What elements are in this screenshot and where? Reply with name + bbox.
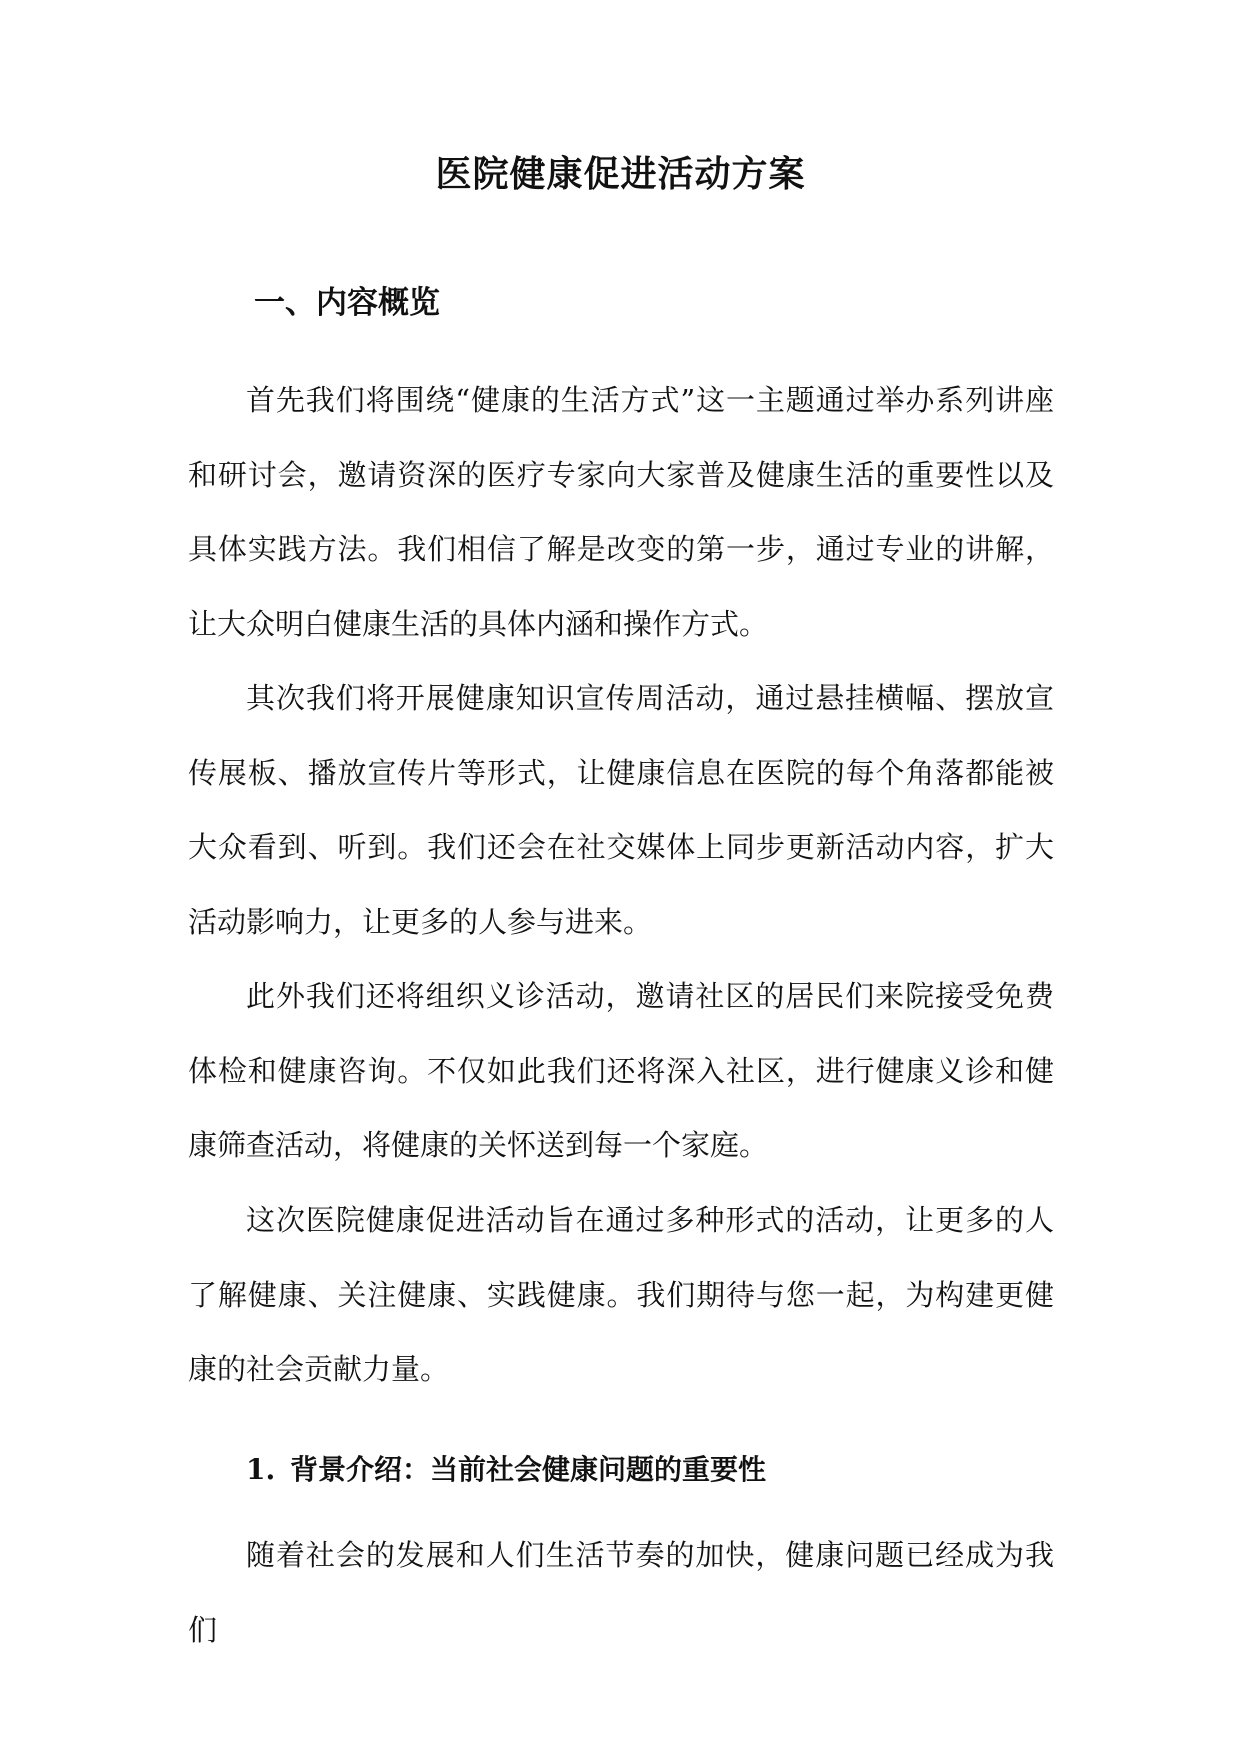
paragraph-background: 随着社会的发展和人们生活节奏的加快，健康问题已经成为我们 (188, 1538, 1054, 1647)
paragraph-summary: 这次医院健康促进活动旨在通过多种形式的活动，让更多的人了解健康、关注健康、实践健康。我们期待与您一起，为构建更健康的社会贡献力量。 (188, 1203, 1054, 1386)
paragraph-publicity-week: 其次我们将开展健康知识宣传周活动，通过悬挂横幅、摆放宣传展板、播放宣传片等形式，让健康信息在医院的每个角落都能被大众看到、听到。我们还会在社交媒体上同步更新活动内容，扩大活动影响力，让更多的人参与进来。 (188, 681, 1054, 939)
document-title: 医院健康促进活动方案 (435, 153, 806, 195)
subsection-heading-background (246, 1448, 766, 1492)
paragraph-free-clinic: 此外我们还将组织义诊活动，邀请社区的居民们来院接受免费体检和健康咨询。不仅如此我们还将深入社区，进行健康义诊和健康筛查活动，将健康的关怀送到每一个家庭。 (188, 979, 1054, 1162)
paragraph-lectures: 首先我们将围绕“健康的生活方式”这一主题通过举办系列讲座和研讨会，邀请资深的医疗专家向大家普及健康生活的重要性以及具体实践方法。我们相信了解是改变的第一步，通过专业的讲解，让大众明白健康生活的具体内涵和操作方式。 (188, 383, 1054, 641)
subsection-title: 背景介绍：当前社会健康问题的重要性 (290, 1453, 767, 1486)
section-heading-overview: 一、内容概览 (254, 285, 440, 321)
subsection-number: 1. (246, 1453, 276, 1486)
